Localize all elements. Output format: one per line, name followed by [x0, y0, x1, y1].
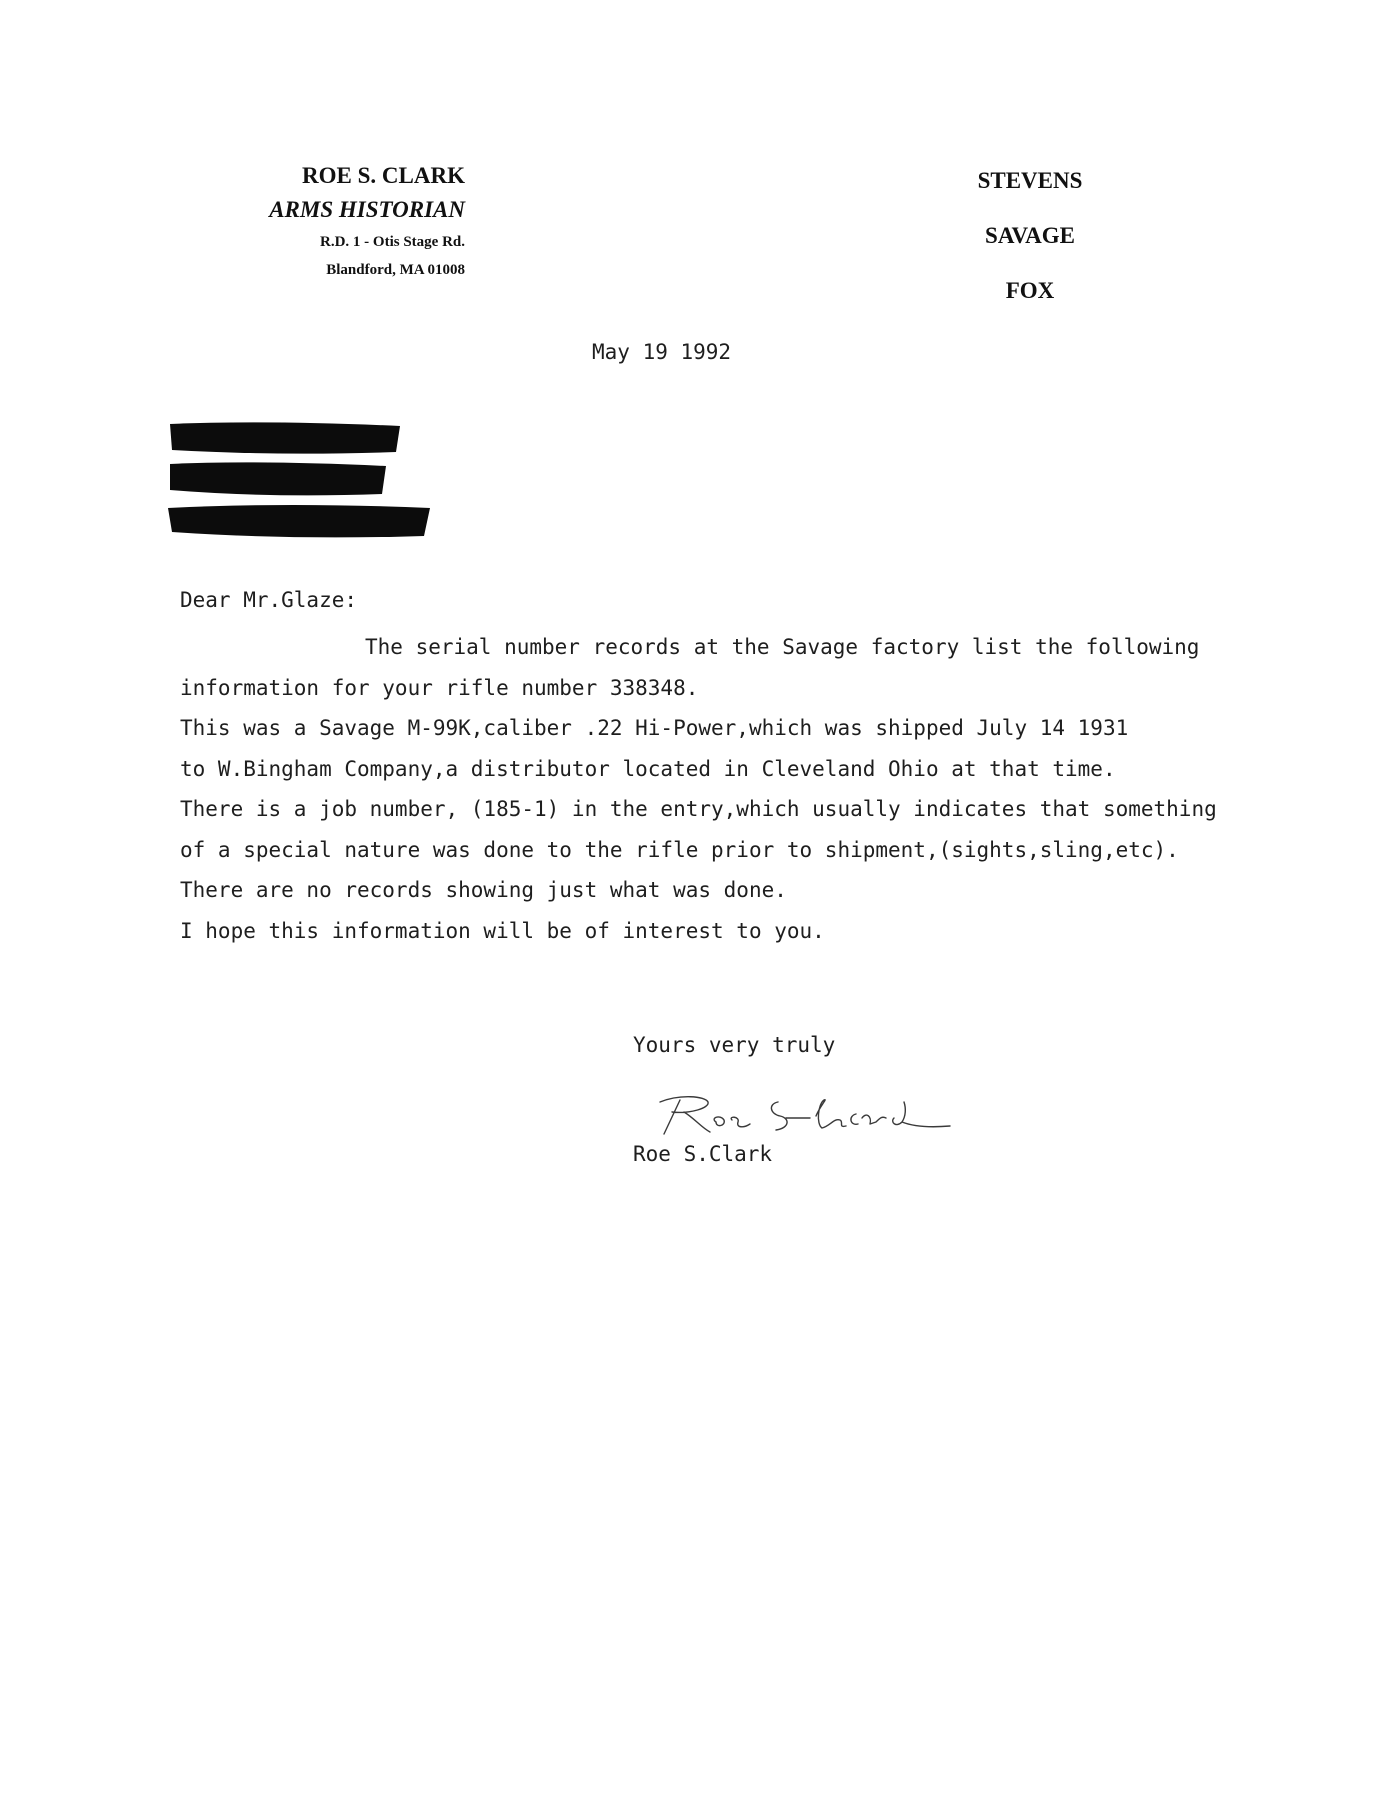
brand-savage: SAVAGE [985, 223, 1075, 248]
signer-name: Roe S.Clark [633, 1142, 773, 1166]
handwritten-signature [650, 1088, 960, 1138]
body-line: There is a job number, (185-1) in the entry,which usually indicates that something [180, 797, 1217, 821]
body-line: to W.Bingham Company,a distributor located in Cleveland Ohio at that time. [180, 756, 1116, 781]
closing: Yours very truly [633, 1033, 836, 1057]
body-line: The serial number records at the Savage factory list the following [365, 635, 1200, 659]
body-line: There are no records showing just what was done. [180, 878, 787, 902]
letter-body [180, 627, 1310, 951]
sender-address-line1: R.D. 1 - Otis Stage Rd. [320, 234, 465, 250]
redaction-bar-2 [170, 462, 386, 495]
letterhead-brands [930, 164, 1130, 329]
body-line: information for your rifle number 338348. [180, 675, 699, 700]
salutation: Dear Mr.Glaze: [180, 588, 358, 612]
letterhead-sender [180, 160, 465, 284]
redaction-marks [168, 420, 438, 540]
sender-address-line2: Blandford, MA 01008 [326, 262, 465, 278]
body-line: This was a Savage M-99K,caliber .22 Hi-Power,which was shipped July 14 1931 [180, 716, 1129, 740]
redaction-bar-1 [170, 422, 400, 453]
brand-fox: FOX [1005, 278, 1055, 303]
body-line: of a special nature was done to the rifle prior to shipment,(sights,sling,etc). [180, 837, 1179, 862]
redaction-bar-3 [168, 505, 430, 537]
sender-title: ARMS HISTORIAN [269, 197, 465, 222]
body-line: I hope this information will be of interest to you. [180, 918, 825, 943]
brand-stevens: STEVENS [977, 168, 1083, 193]
sender-name: ROE S. CLARK [302, 163, 465, 188]
letter-date: May 19 1992 [592, 340, 732, 364]
